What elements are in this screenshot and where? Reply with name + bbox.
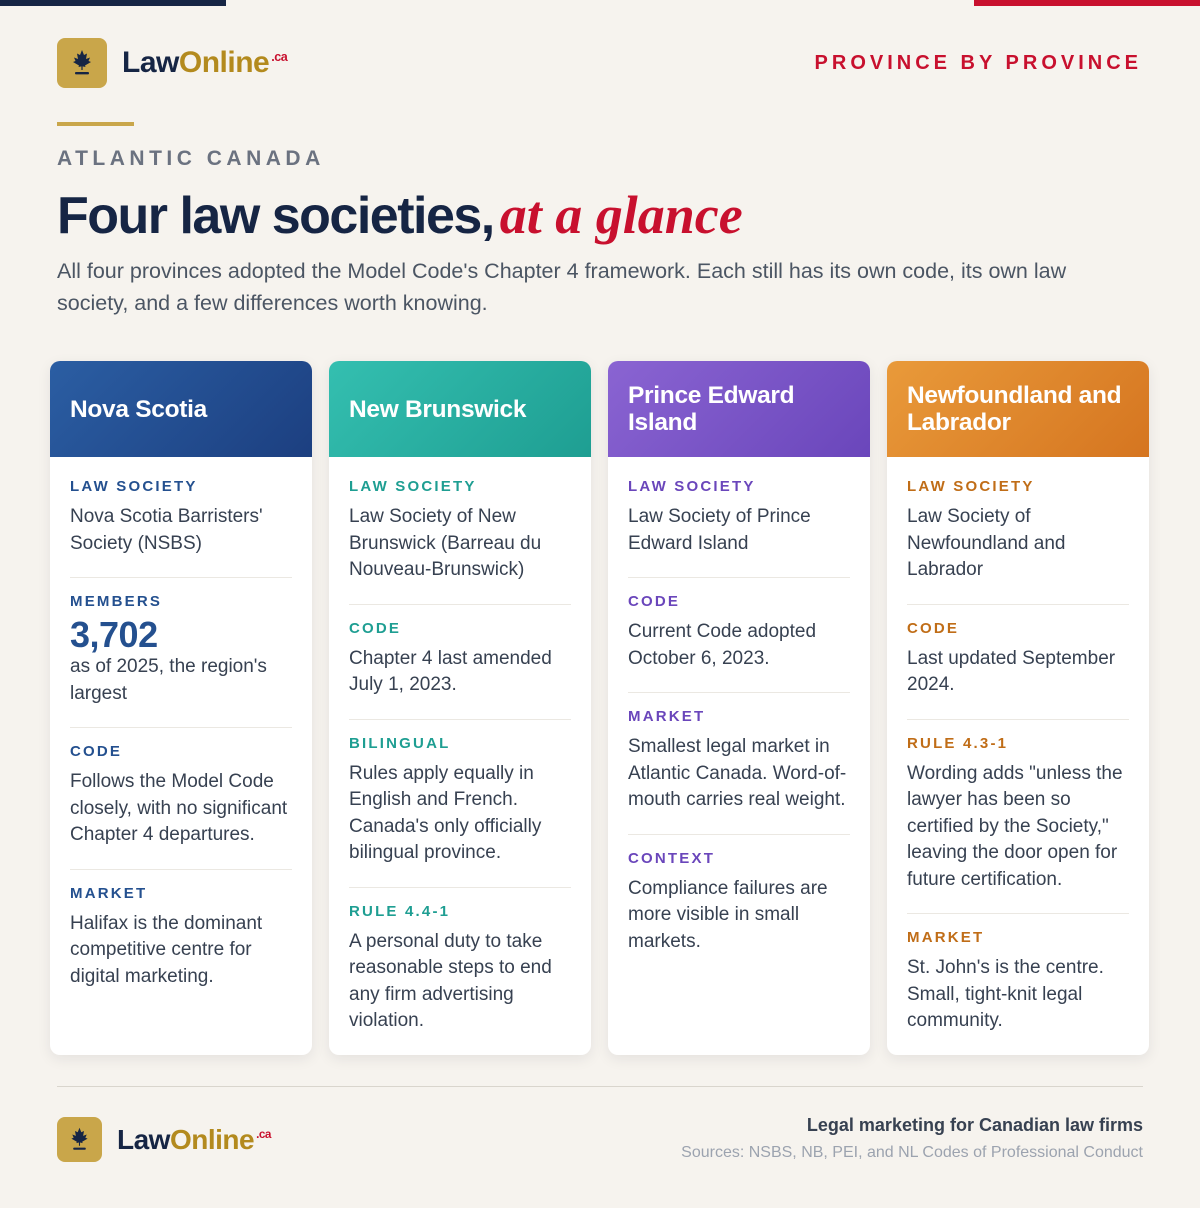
province-cards — [50, 361, 1150, 1055]
brand-name-part2: Online — [178, 46, 270, 79]
gold-divider — [57, 122, 134, 126]
maple-leaf-gavel-icon — [57, 1117, 102, 1162]
footer-tagline: Legal marketing for Canadian law firms — [806, 1115, 1143, 1135]
card-section — [70, 743, 292, 870]
card-title: Prince Edward Island — [608, 361, 870, 457]
section-text: Rules apply equally in English and French. Canada's only officially bilingual province. — [349, 762, 542, 863]
card-section — [628, 708, 850, 835]
section-text: Chapter 4 last amended July 1, 2023. — [349, 647, 552, 695]
brand-wordmark — [122, 46, 287, 80]
section-label: LAW SOCIETY — [70, 478, 198, 495]
section-text: Smallest legal market in Atlantic Canada. Word-of-mouth carries real weight. — [628, 736, 847, 810]
card-section — [70, 478, 292, 578]
brand-suffix: .ca — [271, 50, 288, 64]
section-label: RULE 4.4-1 — [349, 902, 451, 920]
section-label: CODE — [907, 619, 960, 637]
brand-name-part1: Law — [122, 46, 179, 79]
brand-name-part1: Law — [117, 1123, 170, 1155]
section-text: Current Code adopted October 6, 2023. — [628, 621, 817, 669]
brand-suffix: .ca — [256, 1128, 271, 1142]
section-label: CONTEXT — [628, 849, 716, 867]
page-title — [57, 184, 743, 246]
top-accent-bar-red — [974, 0, 1200, 6]
eyebrow-label: ATLANTIC CANADA — [57, 147, 325, 170]
card-title: Newfoundland and Labrador — [887, 361, 1149, 457]
footer-brand-wordmark — [117, 1124, 271, 1156]
page-title-main: Four law societies, — [57, 187, 494, 245]
section-text: Law Society of Prince Edward Island — [628, 506, 811, 554]
card-section — [628, 478, 850, 578]
card-section — [70, 593, 292, 728]
section-text: Halifax is the dominant competitive centre for digital marketing. — [70, 912, 263, 987]
card-section — [349, 735, 571, 888]
brand-name-part2: Online — [169, 1123, 255, 1155]
intro-paragraph: All four provinces adopted the Model Code's Chapter 4 framework. Each still has its own code, its own law society, and a few differences worth knowing. — [57, 259, 1067, 315]
section-label: CODE — [70, 743, 123, 760]
card-nova-scotia — [50, 361, 312, 1055]
section-text: St. John's is the centre. Small, tight-knit legal community. — [907, 957, 1104, 1031]
section-text: Wording adds "unless the lawyer has been so certified by the Society," leaving the door open for future certification. — [907, 762, 1123, 890]
section-label: LAW SOCIETY — [907, 478, 1035, 495]
card-title: Nova Scotia — [50, 361, 312, 457]
card-title: New Brunswick — [329, 361, 591, 457]
card-section — [70, 885, 292, 1011]
card-section — [628, 593, 850, 693]
card-section — [349, 620, 571, 720]
section-label: MEMBERS — [70, 593, 163, 610]
footer-divider — [57, 1086, 1143, 1087]
section-label: MARKET — [628, 708, 706, 725]
footer-sources: Sources: NSBS, NB, PEI, and NL Codes of Professional Conduct — [681, 1144, 1143, 1161]
page-title-accent: at a glance — [499, 185, 743, 245]
section-text: as of 2025, the region's largest — [70, 656, 267, 704]
member-count: 3,702 — [70, 614, 158, 655]
section-text: Last updated September 2024. — [907, 647, 1116, 695]
card-section — [349, 478, 571, 605]
section-label: MARKET — [907, 929, 985, 946]
section-label: LAW SOCIETY — [628, 478, 756, 495]
card-section — [907, 478, 1129, 605]
section-label: RULE 4.3-1 — [907, 734, 1009, 752]
footer-brand-logo[interactable] — [57, 1117, 271, 1162]
card-section — [907, 735, 1129, 915]
card-section — [907, 929, 1129, 1055]
top-accent-bar-navy — [0, 0, 226, 6]
card-section — [907, 620, 1129, 720]
section-text: Nova Scotia Barristers' Society (NSBS) — [70, 506, 263, 554]
section-label: MARKET — [70, 884, 148, 902]
section-text: Law Society of Newfoundland and Labrador — [907, 506, 1066, 580]
card-new-brunswick — [329, 361, 591, 1055]
card-section — [628, 850, 850, 976]
section-text: Law Society of New Brunswick (Barreau du Nouveau-Brunswick) — [349, 506, 542, 580]
section-label: BILINGUAL — [349, 734, 451, 752]
card-section — [349, 903, 571, 1055]
section-label: CODE — [628, 593, 681, 610]
section-text: A personal duty to take reasonable steps to end any firm advertising violation. — [349, 930, 552, 1031]
section-label: CODE — [349, 619, 402, 637]
maple-leaf-gavel-icon — [57, 38, 107, 88]
section-text: Follows the Model Code closely, with no significant Chapter 4 departures. — [70, 771, 288, 845]
section-label: LAW SOCIETY — [349, 478, 477, 495]
card-prince-edward-island — [608, 361, 870, 1055]
section-text: Compliance failures are more visible in small markets. — [628, 877, 828, 952]
header-tagline: PROVINCE BY PROVINCE — [814, 52, 1142, 74]
card-newfoundland-and-labrador — [887, 361, 1149, 1055]
brand-logo[interactable] — [57, 38, 287, 88]
